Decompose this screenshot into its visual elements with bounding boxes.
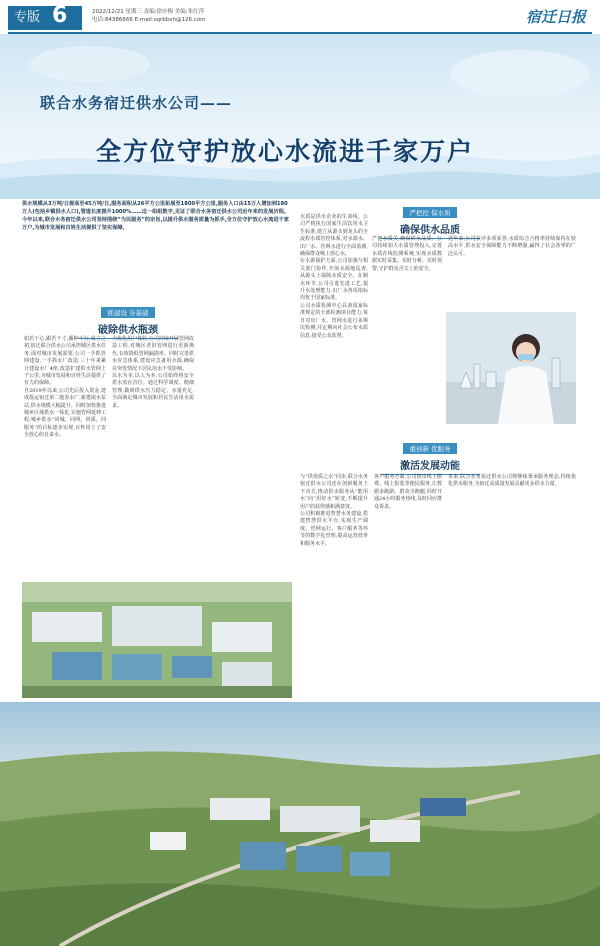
title-banner <box>0 34 600 199</box>
section-3-header <box>370 436 490 475</box>
paragraph: 以水为本,以人为本,公司始终将安全供水放在首位。通过科学调度、精细管理,做到供水压力稳定、水量充足,全面满足城市发展和居民生活用水需求。 <box>112 373 194 409</box>
paragraph: 在水源保护方面,公司加强与相关部门协作,开展水源地巡查,从源头上保障水质安全。在制水环节,公司引进先进工艺,提升水处理能力,出厂水各项指标均优于国家标准。 <box>300 258 368 302</box>
paragraph: 与“供优质之水”同步,联合水务宿迁供水公司还在创新服务上下功夫,推动供水服务从“能用水”向“用好水”转变,不断提升用户的获得感和满意度。 <box>300 474 368 510</box>
section-2-title: 确保供水品质 <box>400 225 460 236</box>
section-band <box>8 3 82 30</box>
column-2-text <box>112 336 194 410</box>
page-number: 6 <box>52 3 68 28</box>
paragraph: 自2019年以来,公司先后投入资金,建成投运宿迁第二地表水厂,新建取水泵站,供水规模大幅提升。同时加快推进城乡区域供水一体化,实施管网延伸工程,城乡供水“同城、同网、同质、同服务”的目标逐步实现,百姓用上了安全放心的自来水。 <box>24 387 106 439</box>
paragraph: 公司水质检测中心具备国家标准规定的全部检测项目能力,每日对出厂水、管网水进行多频次检测,并定期向社会公布水质信息,接受公众监督。 <box>300 302 368 339</box>
plant-photo <box>22 582 292 698</box>
column-5-text <box>448 236 576 258</box>
column-8-text <box>448 474 576 489</box>
section-2-tag: 严把控 保水质 <box>403 207 456 218</box>
lab-illustration <box>446 312 576 424</box>
aerial-illustration <box>0 702 600 946</box>
main-title: 全方位守护放心水流进千家万户 <box>96 137 475 166</box>
page-header <box>0 0 600 34</box>
section-1-tag: 抓建设 夯基础 <box>101 307 154 318</box>
paragraph: 公司积极推进智慧水务建设,搭建智慧供水平台,实现生产调度、管网运行、客户服务等环节的数字化管理,提高运营效率和服务水平。 <box>300 511 368 547</box>
aerial-photo <box>0 702 600 946</box>
lab-photo <box>446 312 576 424</box>
paragraph: 近年来,公司获评多项荣誉,水质综合合格率持续保持在较高水平,供水安全保障能力不断增强,赢得了社会各界的广泛认可。 <box>448 236 576 257</box>
paragraph: 客户服务方面,公司推出线上缴费、线上报装等便民服务,让数据多跑路、群众少跑腿,同时开通24小时服务热线,及时回应群众诉求。 <box>374 474 442 510</box>
paragraph: 如若干心,跟若干寸,播种千行,成立之初,宿迁联合供水公司承担城区供水任务,面对城市发展需要,公司一手抓管网建设,一手抓水厂改造,三十年来累计建设水厂4座,改造扩建供水管网上千公里,为城市发展和百姓生活提供了有力的保障。 <box>24 336 106 387</box>
header-meta-line1: 2022/12/21 星期三 责编:徐应梅 美编:朱红萍 <box>92 9 205 15</box>
header-meta-line2: 电话:84386666 E-mail:sqrbbxh@126.com <box>92 17 206 23</box>
section-3-tag: 重创新 优服务 <box>403 443 456 454</box>
paragraph: 水质是供水企业的生命线。公司严格执行国家生活饮用水卫生标准,建立从源头到龙头的全流程水质管控体系,对水源水、出厂水、管网水进行全面监测,确保群众喝上放心水。 <box>300 214 368 258</box>
column-7-text <box>374 474 442 511</box>
section-2-header <box>370 200 490 239</box>
subtitle: 联合水务宿迁供水公司—— <box>40 94 233 112</box>
column-1-text <box>24 336 106 440</box>
column-3-text <box>300 214 368 340</box>
column-6-text <box>300 474 368 548</box>
section-3-title: 激活发展动能 <box>400 461 460 472</box>
water-wave-graphic <box>0 34 600 199</box>
header-meta <box>92 8 206 24</box>
paragraph: 严把水质关,确保供水品质。公司持续加大水质管理投入,完善水质在线监测系统,实现水质数据实时采集、实时分析、实时预警,守护群众舌尖上的安全。 <box>372 236 443 272</box>
section-label: 专版 <box>14 10 41 25</box>
paragraph: 未来,联合水务宿迁供水公司将继续秉承服务理念,持续优化供水服务,为宿迁高质量发展贡献更多供水力量。 <box>448 474 576 488</box>
column-4-text <box>372 236 442 273</box>
paragraph: 为优化用户体验,公司持续开展管网改造工程,对城区老旧管网进行更新换代,有效降低管网漏损率。同时完善供水应急体系,建设应急备用水源,确保在突发情况下居民用水不受影响。 <box>112 336 194 372</box>
newspaper-logo: 宿迁日报 <box>525 8 586 26</box>
intro-paragraph: 供水规模从3万吨/日提高至45万吨/日,服务面积从26平方公里拓展至1800平方公里,服务人口由15万人增加到180万人(包括乡镇供水人口),管道长度提升1000%……这一组组数字,见证了联合水务宿迁供水公司近年来的发展历程。今年以来,联合水务宿迁供水公司坚持围绕“为民服务”的宗旨,以提升供水服务质量为抓手,全方位守护放心水流进千家万户,为城市发展和百姓生活提供了坚实保障。 <box>22 201 289 231</box>
section-1-header <box>68 300 188 339</box>
section-1-title: 破除供水瓶颈 <box>98 325 158 336</box>
plant-illustration <box>22 582 292 698</box>
